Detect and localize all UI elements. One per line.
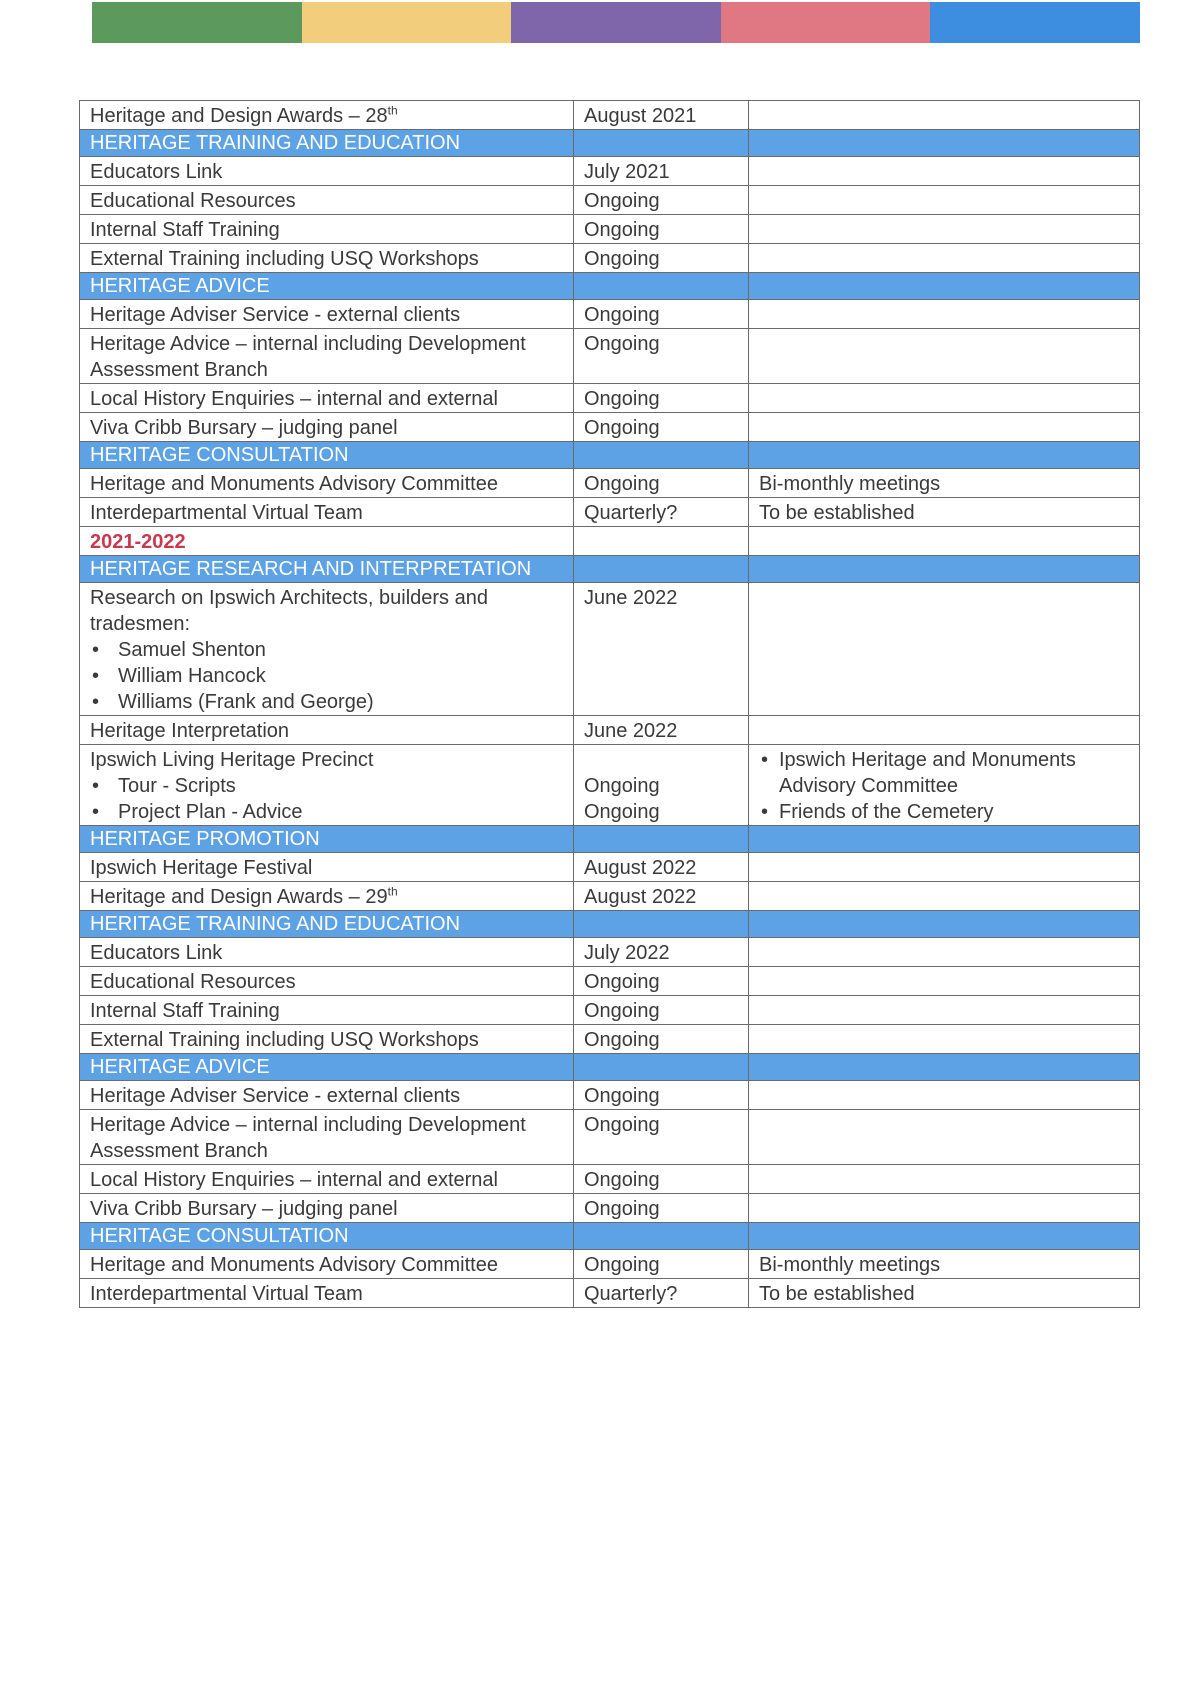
timeframe: June 2022 <box>574 716 749 745</box>
table-row <box>80 157 1140 186</box>
stripe-green <box>92 2 302 43</box>
table-row <box>80 745 1140 826</box>
table-row <box>80 329 1140 384</box>
table-row <box>80 498 1140 527</box>
section-header: HERITAGE TRAINING AND EDUCATION <box>80 130 1140 157</box>
table-row <box>80 1250 1140 1279</box>
timeframe: Ongoing <box>584 801 660 823</box>
section-header: HERITAGE RESEARCH AND INTERPRETATION <box>80 556 1140 583</box>
activity-name: Heritage Advice – internal including Development Assessment Branch <box>80 329 574 384</box>
notes <box>749 583 1140 716</box>
notes <box>749 882 1140 911</box>
section-header: HERITAGE TRAINING AND EDUCATION <box>80 911 1140 938</box>
table-row <box>80 101 1140 130</box>
timeframe: Ongoing <box>574 1250 749 1279</box>
notes: To be established <box>749 498 1140 527</box>
list-item: • Friends of the Cemetery <box>759 799 1129 825</box>
stripe-purple <box>511 2 721 43</box>
timeframe: Ongoing <box>574 300 749 329</box>
table-row <box>80 300 1140 329</box>
notes <box>749 853 1140 882</box>
list-item: • Tour - Scripts <box>90 773 563 799</box>
table-row <box>80 716 1140 745</box>
activity-name: Heritage and Design Awards – 29 <box>90 886 388 908</box>
table-row <box>80 996 1140 1025</box>
activity-name: Heritage Interpretation <box>80 716 574 745</box>
section-header: HERITAGE ADVICE <box>80 1054 1140 1081</box>
activity-name: Interdepartmental Virtual Team <box>80 498 574 527</box>
table-row <box>80 882 1140 911</box>
activity-name: Heritage and Monuments Advisory Committee <box>80 469 574 498</box>
notes <box>749 329 1140 384</box>
stripe-pink <box>721 2 931 43</box>
notes <box>749 996 1140 1025</box>
table-row <box>80 413 1140 442</box>
timeframe: July 2022 <box>574 938 749 967</box>
heritage-program-table <box>79 100 1140 1308</box>
activity-name: Heritage Adviser Service - external clients <box>80 1081 574 1110</box>
activity-name: Heritage Advice – internal including Development Assessment Branch <box>80 1110 574 1165</box>
timeframe: Ongoing <box>574 1165 749 1194</box>
notes <box>749 413 1140 442</box>
table-row <box>80 1165 1140 1194</box>
timeframe: Ongoing <box>574 186 749 215</box>
notes <box>749 967 1140 996</box>
activity-name: Heritage Adviser Service - external clients <box>80 300 574 329</box>
table-row <box>80 186 1140 215</box>
section-header: HERITAGE PROMOTION <box>80 826 1140 853</box>
activity-name: Educators Link <box>80 157 574 186</box>
timeframe: Ongoing <box>574 996 749 1025</box>
stripe-blue <box>930 2 1140 43</box>
activity-name: Ipswich Heritage Festival <box>80 853 574 882</box>
table-row <box>80 1081 1140 1110</box>
activity-name: Interdepartmental Virtual Team <box>80 1279 574 1308</box>
table-row <box>80 1110 1140 1165</box>
timeframe: August 2022 <box>574 853 749 882</box>
notes <box>749 384 1140 413</box>
activity-name: Internal Staff Training <box>80 996 574 1025</box>
ordinal-suffix: th <box>387 103 398 118</box>
list-item: • Ipswich Heritage and Monuments Advisory Committee <box>759 747 1129 799</box>
timeframe: Ongoing <box>574 967 749 996</box>
activity-name: External Training including USQ Workshops <box>80 1025 574 1054</box>
activity-name: Viva Cribb Bursary – judging panel <box>80 1194 574 1223</box>
year-row <box>80 527 1140 556</box>
timeframe: Ongoing <box>574 1025 749 1054</box>
stripe-yellow <box>302 2 512 43</box>
year-label: 2021-2022 <box>80 527 574 556</box>
table-row <box>80 583 1140 716</box>
timeframe: July 2021 <box>574 157 749 186</box>
notes <box>749 300 1140 329</box>
section-header: HERITAGE CONSULTATION <box>80 1223 1140 1250</box>
list-item: • Williams (Frank and George) <box>90 689 563 715</box>
notes <box>749 215 1140 244</box>
table-row <box>80 967 1140 996</box>
activity-name: Heritage and Design Awards – 28 <box>90 105 388 127</box>
notes <box>749 1165 1140 1194</box>
table-row <box>80 384 1140 413</box>
activity-name: Ipswich Living Heritage Precinct <box>90 749 374 771</box>
activity-name: Local History Enquiries – internal and external <box>80 1165 574 1194</box>
color-stripe-bar <box>92 2 1140 43</box>
list-item: • Samuel Shenton <box>90 637 563 663</box>
notes: To be established <box>749 1279 1140 1308</box>
section-header: HERITAGE CONSULTATION <box>80 442 1140 469</box>
timeframe: Quarterly? <box>574 498 749 527</box>
table-row <box>80 1194 1140 1223</box>
notes <box>749 1025 1140 1054</box>
timeframe: June 2022 <box>574 583 749 716</box>
timeframe: Ongoing <box>574 329 749 384</box>
table-row <box>80 1025 1140 1054</box>
timeframe: Ongoing <box>574 384 749 413</box>
table-row <box>80 853 1140 882</box>
list-item: • William Hancock <box>90 663 563 689</box>
notes <box>749 1081 1140 1110</box>
table-row <box>80 1279 1140 1308</box>
activity-name: External Training including USQ Workshops <box>80 244 574 273</box>
timeframe: August 2021 <box>574 101 749 130</box>
timeframe: Ongoing <box>584 775 660 797</box>
timeframe: Ongoing <box>574 1081 749 1110</box>
notes <box>749 101 1140 130</box>
timeframe: Ongoing <box>574 413 749 442</box>
table-row <box>80 215 1140 244</box>
table-row <box>80 469 1140 498</box>
notes <box>749 938 1140 967</box>
table-row <box>80 938 1140 967</box>
timeframe: Quarterly? <box>574 1279 749 1308</box>
notes <box>749 157 1140 186</box>
activity-name: Heritage and Monuments Advisory Committee <box>80 1250 574 1279</box>
notes: Bi-monthly meetings <box>749 1250 1140 1279</box>
table-row <box>80 244 1140 273</box>
notes <box>749 244 1140 273</box>
ordinal-suffix: th <box>387 884 398 899</box>
timeframe: Ongoing <box>574 1110 749 1165</box>
timeframe: Ongoing <box>574 244 749 273</box>
timeframe: Ongoing <box>574 215 749 244</box>
activity-name: Local History Enquiries – internal and external <box>80 384 574 413</box>
activity-name: Internal Staff Training <box>80 215 574 244</box>
notes: Bi-monthly meetings <box>749 469 1140 498</box>
notes <box>749 186 1140 215</box>
notes <box>749 716 1140 745</box>
timeframe: Ongoing <box>574 469 749 498</box>
activity-name: Research on Ipswich Architects, builders and tradesmen: <box>90 587 488 635</box>
list-item: • Project Plan - Advice <box>90 799 563 825</box>
timeframe: Ongoing <box>574 1194 749 1223</box>
activity-name: Educators Link <box>80 938 574 967</box>
activity-name: Educational Resources <box>80 967 574 996</box>
activity-name: Educational Resources <box>80 186 574 215</box>
timeframe: August 2022 <box>574 882 749 911</box>
activity-name: Viva Cribb Bursary – judging panel <box>80 413 574 442</box>
section-header: HERITAGE ADVICE <box>80 273 1140 300</box>
notes <box>749 1110 1140 1165</box>
notes <box>749 1194 1140 1223</box>
